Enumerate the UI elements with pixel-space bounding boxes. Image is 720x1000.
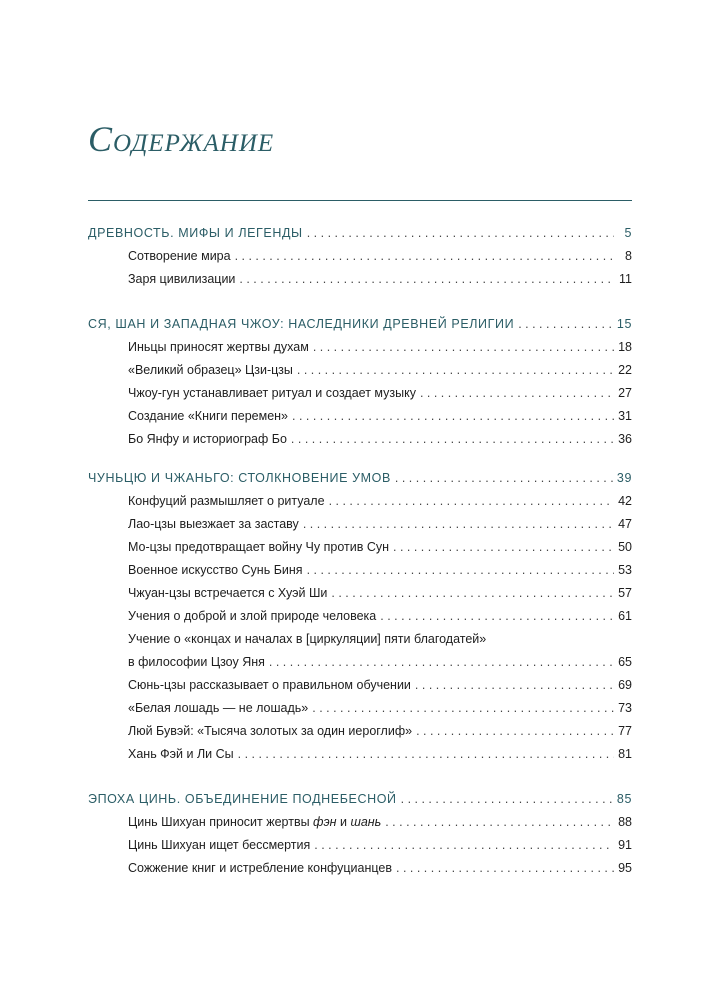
dot-leader: [393, 536, 614, 559]
dot-leader: [297, 359, 614, 382]
dot-leader: [415, 674, 614, 697]
toc-entry-label: Лао-цзы выезжает за заставу: [128, 517, 299, 531]
toc-entry[interactable]: [88, 405, 632, 428]
toc-entry-label: Сожжение книг и истребление конфуцианцев: [128, 861, 393, 875]
toc-section: [88, 313, 632, 451]
dot-leader: [238, 743, 614, 766]
toc-entry[interactable]: [88, 605, 632, 628]
toc-heading-label: ДРЕВНОСТЬ. МИФЫ И ЛЕГЕНДЫ: [88, 226, 303, 240]
toc-section-heading[interactable]: [88, 313, 632, 336]
toc-page-number: 47: [618, 517, 632, 531]
toc-entry[interactable]: [88, 697, 632, 720]
toc-entry-line2: [128, 651, 632, 674]
toc-page-number: 53: [618, 563, 632, 577]
toc-entry-label: Иньцы приносят жертвы духам: [128, 340, 309, 354]
title-divider: [88, 200, 632, 201]
toc-entry-label: Хань Фэй и Ли Сы: [128, 747, 234, 761]
toc-page-number: 5: [624, 226, 632, 240]
toc-section-heading[interactable]: [88, 788, 632, 811]
dot-leader: [307, 559, 614, 582]
toc-entry-label: Заря цивилизации: [128, 272, 236, 286]
toc-entry-label: Создание «Книги перемен»: [128, 409, 289, 423]
toc-entry-label: Цинь Шихуан ищет бессмертия: [128, 838, 311, 852]
toc-page-number: 88: [618, 815, 632, 829]
toc-page-number: 27: [618, 386, 632, 400]
toc-page-number: 95: [618, 861, 632, 875]
toc-entry[interactable]: [88, 811, 632, 834]
toc-page-number: 42: [618, 494, 632, 508]
toc-page-number: 73: [618, 701, 632, 715]
toc-entry[interactable]: [88, 490, 632, 513]
toc-heading-label: ЧУНЬЦЮ И ЧЖАНЬГО: СТОЛКНОВЕНИЕ УМОВ: [88, 471, 391, 485]
toc-entry[interactable]: [88, 268, 632, 291]
toc-section-heading[interactable]: [88, 467, 632, 490]
toc-page-number: 22: [618, 363, 632, 377]
toc-entry[interactable]: [88, 428, 632, 451]
toc-page-number: 69: [618, 678, 632, 692]
toc-page-number: 65: [618, 655, 632, 669]
toc-entry-label: Учения о доброй и злой природе человека: [128, 609, 377, 623]
toc-entry[interactable]: [88, 559, 632, 582]
toc-page-number: 18: [618, 340, 632, 354]
dot-leader: [395, 467, 613, 490]
toc-entry[interactable]: [88, 513, 632, 536]
dot-leader: [239, 268, 614, 291]
dot-leader: [313, 336, 614, 359]
toc-entry-label-line1: Учение о «концах и началах в [циркуляции] пяти благодатей»: [128, 632, 487, 646]
toc-entry[interactable]: [88, 336, 632, 359]
toc-entry[interactable]: [88, 582, 632, 605]
toc-entry-label: Люй Бувэй: «Тысяча золотых за один иероглиф»: [128, 724, 413, 738]
toc-page-number: 11: [619, 272, 632, 286]
toc-entry-label: Чжоу-гун устанавливает ритуал и создает музыку: [128, 386, 416, 400]
toc-entry[interactable]: [88, 245, 632, 268]
dot-leader: [420, 382, 614, 405]
toc-section: [88, 467, 632, 766]
toc-page-number: 91: [618, 838, 632, 852]
toc-entry[interactable]: [88, 743, 632, 766]
toc-entry[interactable]: [88, 674, 632, 697]
toc-entry-label: Сюнь-цзы рассказывает о правильном обучении: [128, 678, 411, 692]
toc-page-number: 31: [618, 409, 632, 423]
dot-leader: [329, 490, 614, 513]
toc-entry-label: Конфуций размышляет о ритуале: [128, 494, 325, 508]
toc-page-number: 61: [618, 609, 632, 623]
toc-entry-label: «Великий образец» Цзи-цзы: [128, 363, 293, 377]
toc-entry-label: «Белая лошадь — не лошадь»: [128, 701, 309, 715]
toc-page-number: 77: [618, 724, 632, 738]
dot-leader: [292, 405, 614, 428]
toc-page-number: 15: [616, 317, 632, 331]
toc-entry-label-line2: в философии Цзоу Яня: [128, 655, 265, 669]
toc-entry[interactable]: [88, 359, 632, 382]
toc-entry-label: Мо-цзы предотвращает войну Чу против Сун: [128, 540, 389, 554]
toc-entry-label-italic: фэн: [313, 815, 337, 829]
toc-page-number: 85: [616, 792, 632, 806]
dot-leader: [331, 582, 614, 605]
dot-leader: [396, 857, 614, 880]
dot-leader: [416, 720, 614, 743]
toc-entry-label: [128, 811, 381, 834]
page-title: Содержание: [88, 119, 275, 159]
dot-leader: [235, 245, 614, 268]
toc-entry-label: Бо Янфу и историограф Бо: [128, 432, 287, 446]
dot-leader: [401, 788, 613, 811]
toc-page-number: 57: [618, 586, 632, 600]
dot-leader: [518, 313, 613, 336]
dot-leader: [291, 428, 614, 451]
toc-section-heading[interactable]: [88, 222, 632, 245]
toc-entry-label: Сотворение мира: [128, 249, 231, 263]
dot-leader: [303, 513, 614, 536]
toc-page-number: 8: [625, 249, 632, 263]
toc-entry-label-mid: и: [336, 815, 351, 829]
dot-leader: [269, 651, 614, 674]
toc-entry-label-prefix: Цинь Шихуан приносит жертвы: [128, 815, 314, 829]
toc-entry[interactable]: [88, 834, 632, 857]
dot-leader: [307, 222, 614, 245]
toc-page-number: 36: [618, 432, 632, 446]
toc-heading-label: ЭПОХА ЦИНЬ. ОБЪЕДИНЕНИЕ ПОДНЕБЕСНОЙ: [88, 792, 397, 806]
toc-entry-label-italic: шань: [350, 815, 382, 829]
toc-entry-multiline[interactable]: [88, 628, 632, 674]
dot-leader: [312, 697, 614, 720]
dot-leader: [385, 811, 614, 834]
toc-entry[interactable]: [88, 720, 632, 743]
toc-page-number: 50: [618, 540, 632, 554]
toc-entry[interactable]: [88, 382, 632, 405]
toc-entry-label: Чжуан-цзы встречается с Хуэй Ши: [128, 586, 328, 600]
toc-page-number: 81: [618, 747, 632, 761]
toc-section: [88, 788, 632, 880]
toc-heading-label: СЯ, ШАН И ЗАПАДНАЯ ЧЖОУ: НАСЛЕДНИКИ ДРЕВНЕЙ РЕЛИГИИ: [88, 317, 515, 331]
toc-entry[interactable]: [88, 857, 632, 880]
toc-page-number: 39: [616, 471, 632, 485]
toc-section: [88, 222, 632, 291]
dot-leader: [380, 605, 614, 628]
toc-entry-label: Военное искусство Сунь Биня: [128, 563, 303, 577]
table-of-contents: [88, 222, 632, 902]
toc-entry[interactable]: [88, 536, 632, 559]
dot-leader: [314, 834, 614, 857]
